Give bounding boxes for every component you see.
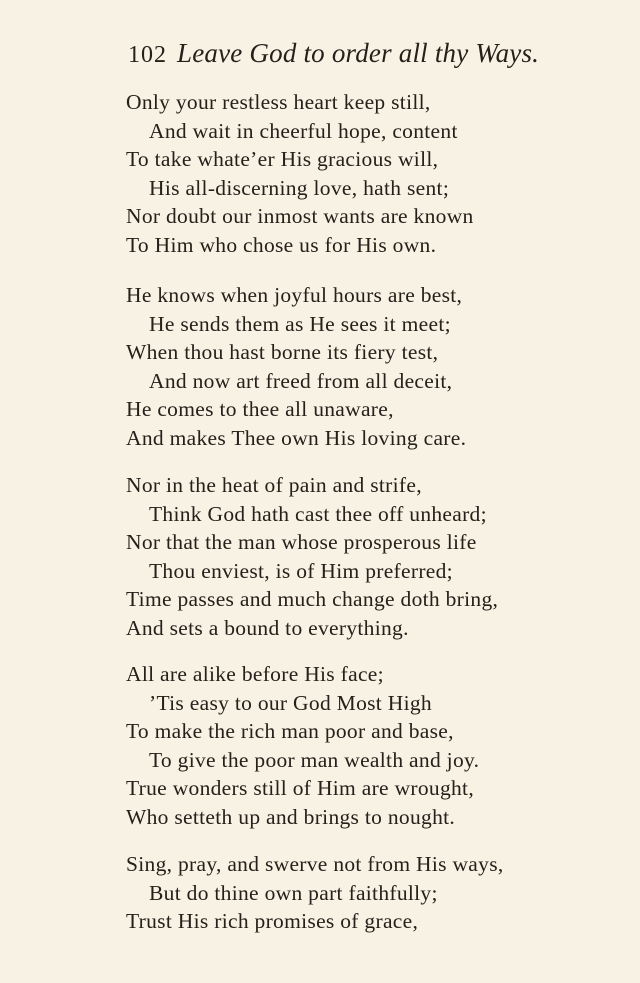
verse-line: Time passes and much change doth bring,: [126, 587, 499, 611]
verse-line: Nor that the man whose prosperous life: [126, 530, 477, 554]
stanza-4: [126, 660, 606, 831]
verse-line: He comes to thee all unaware,: [126, 397, 394, 421]
verse-line: To make the rich man poor and base,: [126, 719, 454, 743]
verse-line: Nor doubt our inmost wants are known: [126, 204, 474, 228]
verse-line: Trust His rich promises of grace,: [126, 909, 419, 933]
verse-line: His all-discerning love, hath sent;: [149, 175, 450, 200]
verse-line: But do thine own part faithfully;: [149, 880, 438, 905]
verse-line: And wait in cheerful hope, content: [149, 118, 458, 143]
page-header: [128, 38, 568, 78]
verse-line: To give the poor man wealth and joy.: [149, 747, 480, 772]
page-number: 102: [128, 42, 167, 68]
stanza-1: [126, 88, 606, 259]
verse-line: Only your restless heart keep still,: [126, 90, 431, 114]
verse-line: To take whate’er His gracious will,: [126, 147, 439, 171]
verse-line: Thou enviest, is of Him preferred;: [149, 558, 453, 583]
verse-line: He sends them as He sees it meet;: [149, 311, 451, 336]
running-title: Leave God to order all thy Ways.: [177, 38, 540, 68]
verse-line: He knows when joyful hours are best,: [126, 283, 463, 307]
verse-line: True wonders still of Him are wrought,: [126, 776, 474, 800]
stanza-2: [126, 281, 606, 452]
verse-line: ’Tis easy to our God Most High: [149, 690, 432, 715]
verse-line: Think God hath cast thee off unheard;: [149, 501, 487, 526]
verse-line: And now art freed from all deceit,: [149, 368, 453, 393]
stanza-5: [126, 850, 606, 936]
verse-line: To Him who chose us for His own.: [126, 232, 437, 257]
verse-line: When thou hast borne its fiery test,: [126, 340, 439, 364]
verse-line: Nor in the heat of pain and strife,: [126, 473, 422, 497]
verse-line: All are alike before His face;: [126, 662, 384, 686]
stanza-3: [126, 471, 606, 642]
verse-line: Sing, pray, and swerve not from His ways,: [126, 852, 504, 876]
verse-line: And sets a bound to everything.: [126, 615, 409, 640]
verse-line: And makes Thee own His loving care.: [126, 425, 467, 450]
verse-line: Who setteth up and brings to nought.: [126, 804, 456, 829]
